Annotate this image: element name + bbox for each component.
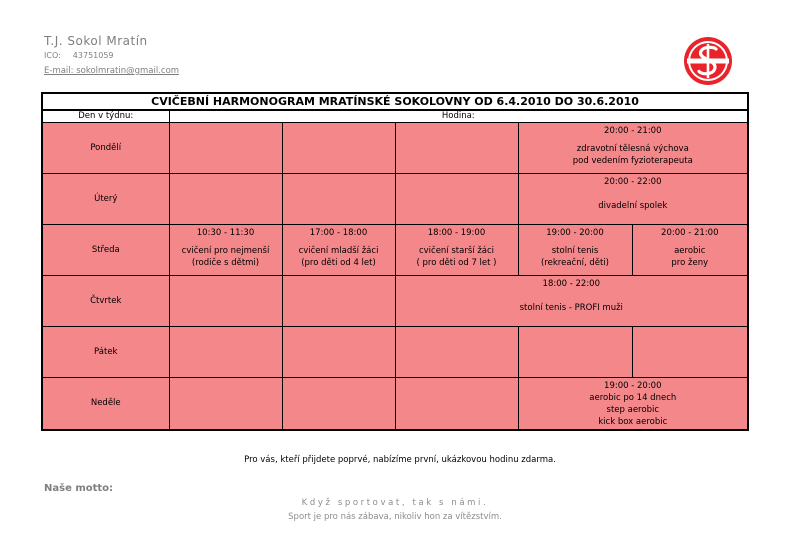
day-label: Neděle	[42, 378, 169, 430]
empty-cell	[169, 276, 282, 327]
row-tuesday	[42, 174, 748, 225]
schedule-title: CVIČEBNÍ HARMONOGRAM MRATÍNSKÉ SOKOLOVNY OD 6.4.2010 DO 30.6.2010	[42, 93, 748, 110]
event-cell	[395, 276, 748, 327]
ico-value: 43751059	[72, 51, 114, 60]
event-detail: (rekreační, děti)	[541, 258, 609, 268]
event-time: 20:00 - 22:00	[604, 177, 662, 187]
org-ico	[44, 51, 114, 60]
event-name: cvičení starší žáci	[418, 246, 495, 256]
event-name: zdravotní tělesná výchova	[576, 144, 689, 154]
empty-cell	[282, 378, 395, 430]
event-detail: pro ženy	[671, 258, 709, 268]
event-detail: (rodiče s dětmi)	[191, 258, 260, 268]
sokol-logo	[683, 36, 733, 86]
event-cell	[518, 378, 748, 430]
empty-cell	[282, 174, 395, 225]
empty-cell	[395, 327, 518, 378]
event-cell	[395, 225, 518, 276]
event-detail: kick box aerobic	[598, 417, 668, 427]
event-time: 20:00 - 21:00	[661, 228, 719, 238]
empty-cell	[632, 327, 748, 378]
empty-cell	[282, 327, 395, 378]
motto-label: Naše motto:	[44, 483, 114, 494]
event-time: 17:00 - 18:00	[309, 228, 368, 238]
empty-cell	[395, 378, 518, 430]
event-name: divadelní spolek	[598, 201, 668, 211]
row-monday	[42, 123, 748, 174]
event-name: cvičení mladší žáci	[298, 246, 379, 256]
event-detail: pod vedením fyzioterapeuta	[572, 156, 693, 166]
event-name: cvičení pro nejmenší	[181, 246, 270, 256]
event-time: 18:00 - 19:00	[427, 228, 486, 238]
empty-cell	[169, 378, 282, 430]
empty-cell	[282, 276, 395, 327]
event-time: 10:30 - 11:30	[196, 228, 255, 238]
event-cell	[169, 225, 282, 276]
day-label: Středa	[42, 225, 169, 276]
empty-cell	[282, 123, 395, 174]
event-time: 19:00 - 20:00	[546, 228, 604, 238]
schedule-table	[41, 92, 749, 431]
event-cell	[518, 123, 748, 174]
motto-line-2: Sport je pro nás zábava, nikoliv hon za vítězstvím.	[288, 512, 502, 522]
event-cell	[632, 225, 748, 276]
event-name: stolní tenis	[551, 246, 599, 256]
empty-cell	[518, 327, 632, 378]
day-label: Úterý	[42, 174, 169, 225]
column-header-hour: Hodina:	[169, 110, 748, 123]
event-name: aerobic po 14 dnech	[589, 393, 677, 403]
day-label: Pátek	[42, 327, 169, 378]
row-wednesday	[42, 225, 748, 276]
day-label: Čtvrtek	[42, 276, 169, 327]
event-detail: step aerobic	[606, 405, 659, 415]
event-time: 20:00 - 21:00	[604, 126, 662, 136]
event-detail: ( pro děti od 7 let )	[416, 258, 497, 268]
empty-cell	[169, 174, 282, 225]
event-time: 18:00 - 22:00	[542, 279, 600, 289]
event-cell	[282, 225, 395, 276]
email-link[interactable]: E-mail: sokolmratin@gmail.com	[44, 66, 180, 76]
org-name: T.J. Sokol Mratín	[44, 34, 148, 48]
event-name: aerobic	[674, 246, 706, 256]
day-label: Pondělí	[42, 123, 169, 174]
notice-text: Pro vás, kteří přijdete poprvé, nabízíme první, ukázkovou hodinu zdarma.	[244, 455, 556, 465]
empty-cell	[395, 174, 518, 225]
empty-cell	[169, 327, 282, 378]
event-time: 19:00 - 20:00	[604, 381, 662, 391]
row-thursday	[42, 276, 748, 327]
row-friday	[42, 327, 748, 378]
motto-line-1: Když sportovat, tak s námi.	[301, 498, 489, 508]
empty-cell	[169, 123, 282, 174]
row-sunday	[42, 378, 748, 430]
empty-cell	[395, 123, 518, 174]
event-cell	[518, 174, 748, 225]
ico-label: ICO:	[44, 51, 61, 60]
event-cell	[518, 225, 632, 276]
event-name: stolní tenis - PROFI muži	[519, 303, 623, 313]
event-detail: (pro děti od 4 let)	[301, 258, 376, 268]
column-header-day: Den v týdnu:	[42, 110, 169, 123]
